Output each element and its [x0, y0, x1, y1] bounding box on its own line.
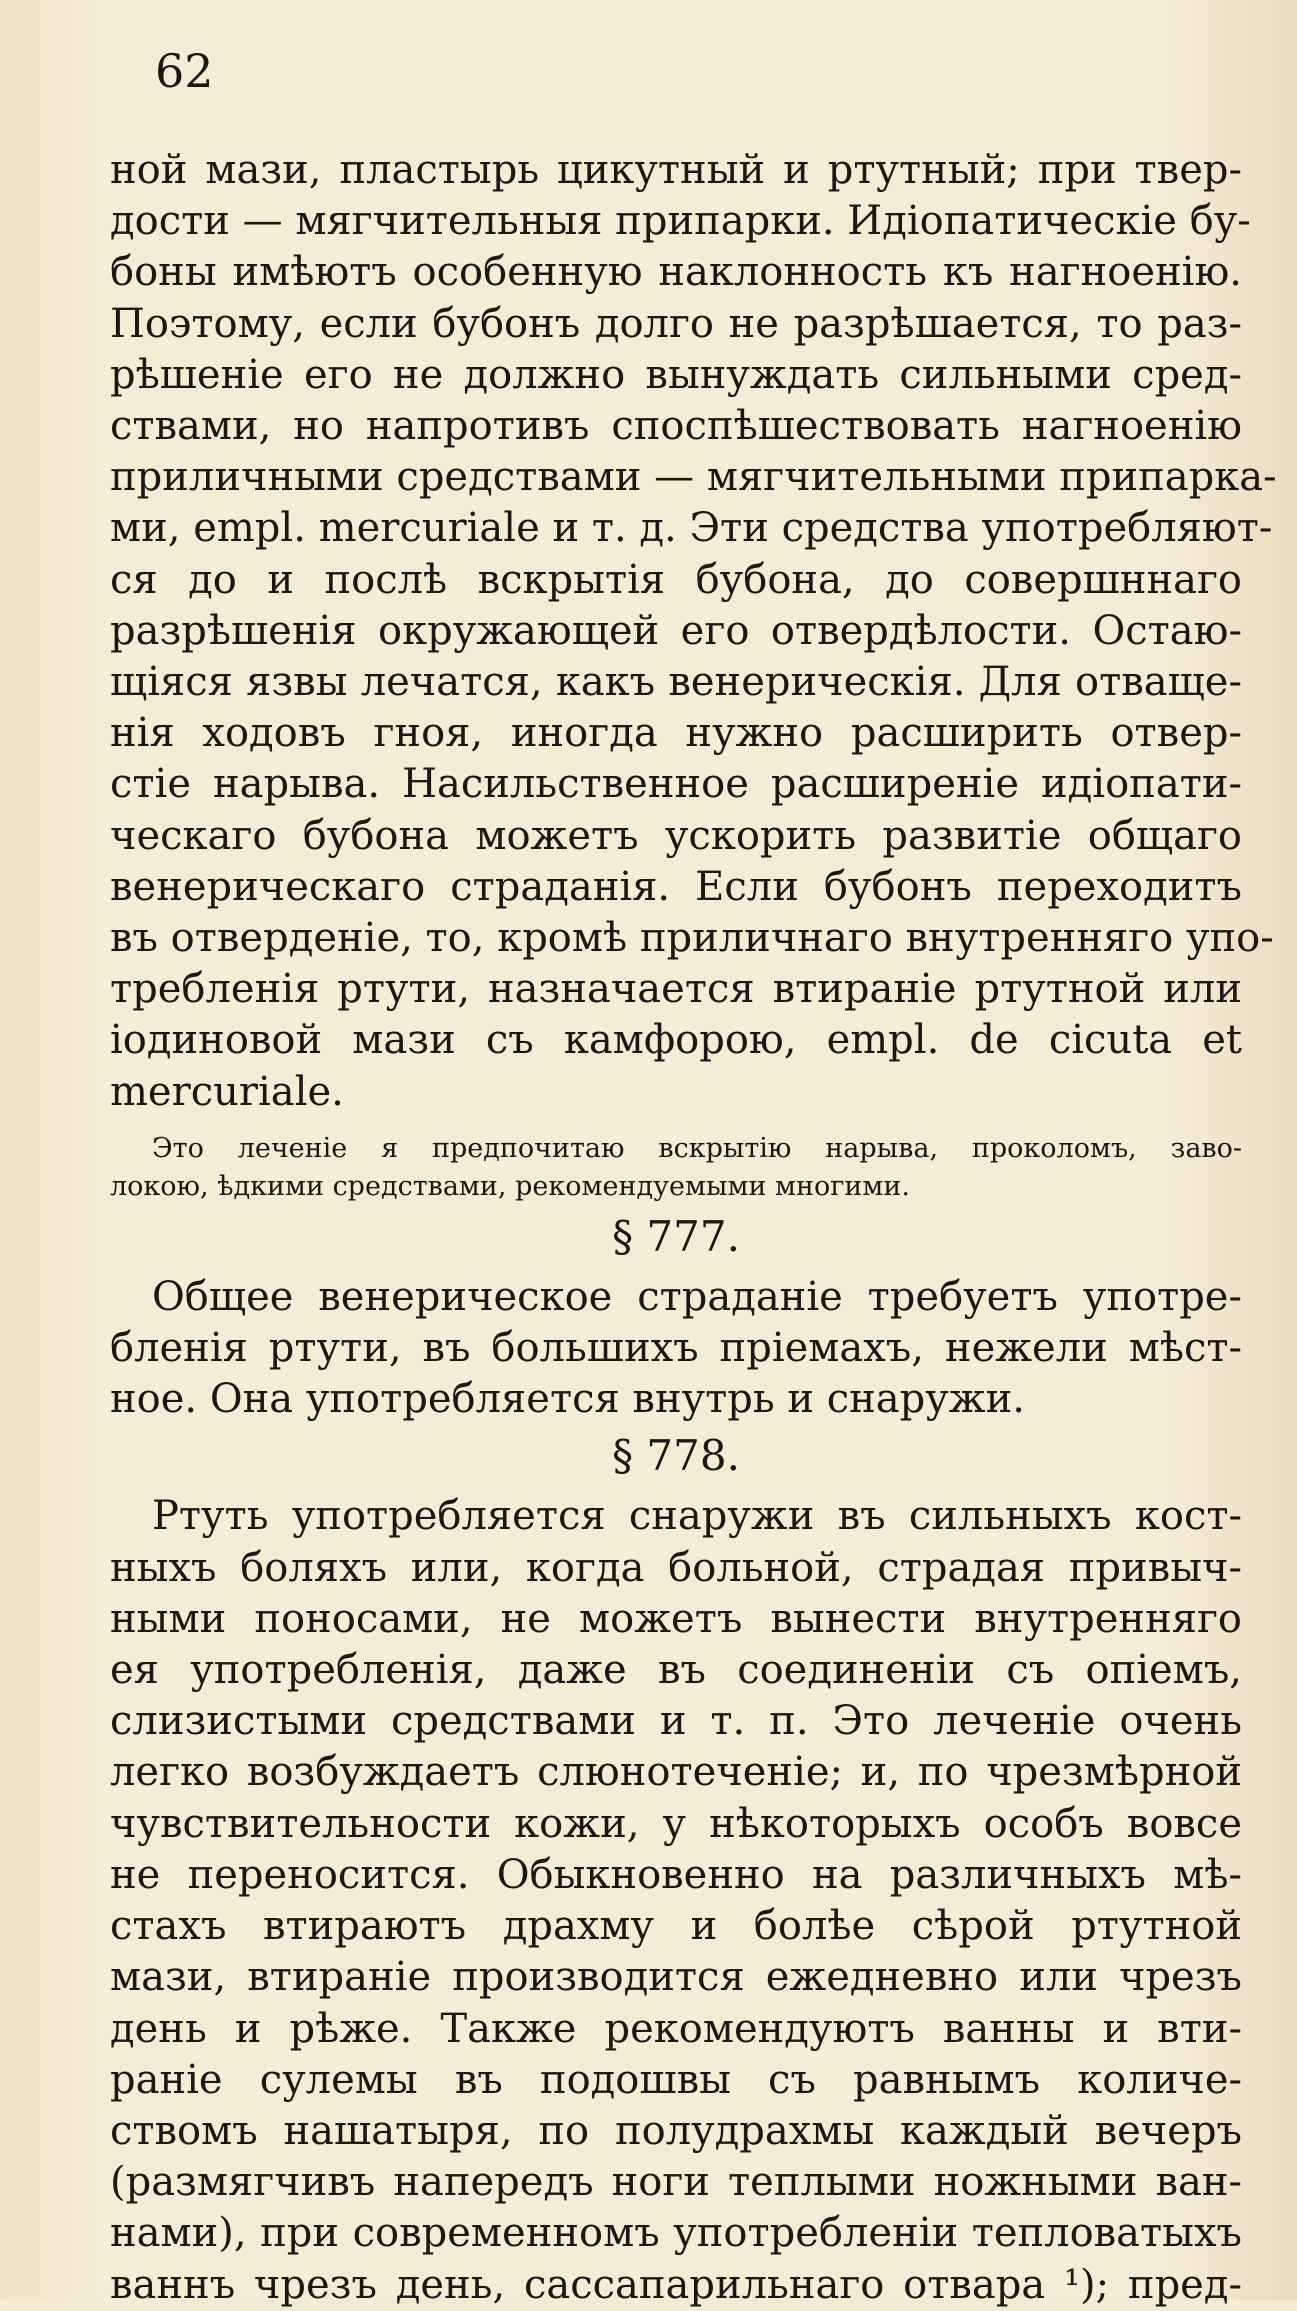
text-line: ное. Она употребляется внутрь и снаружи. [110, 1376, 1025, 1423]
text-line: раніе сулемы въ подошвы съ равнымъ количе- [110, 2056, 1242, 2103]
text-line: стахъ втираютъ драхму и болѣе сѣрой ртутной [110, 1903, 1242, 1950]
text-line: щіяся язвы лечатся, какъ венерическія. Для отваще- [110, 659, 1242, 706]
text-line: мази, втираніе производится ежедневно или чрезъ [110, 1954, 1242, 2001]
text-line: дости — мягчительныя припарки. Идіопатическіе бу- [110, 198, 1251, 245]
text-line: Поэтому, если бубонъ долго не разрѣшается, то раз- [110, 300, 1242, 347]
text-line: ныхъ боляхъ или, когда больной, страдая привыч- [110, 1544, 1242, 1591]
text-line: стіе нарыва. Насильственное расширеніе идіопати- [110, 761, 1242, 808]
text-line: ствомъ нашатыря, по полудрахмы каждый вечеръ [110, 2107, 1242, 2154]
page-number: 62 [155, 44, 214, 98]
paragraph-section-777 [110, 1272, 1242, 1426]
paragraph-section-778 [110, 1491, 1242, 2310]
text-line: слизистыми средствами и т. п. Это леченіе очень [110, 1698, 1242, 1745]
text-line: разрѣшенія окружающей его отвердѣлости. Остаю- [110, 607, 1242, 654]
text-line: бленія ртути, въ большихъ пріемахъ, нежели мѣст- [110, 1325, 1242, 1372]
paragraph-bubo-treatment [110, 145, 1277, 1118]
text-line: не переносится. Обыкновенно на различныхъ мѣ- [110, 1851, 1242, 1898]
author-note [110, 1130, 1242, 1206]
text-line: ся до и послѣ вскрытія бубона, до совершннаго [110, 556, 1242, 603]
text-line: ми, empl. mercuriale и т. д. Эти средства употребляют- [110, 505, 1273, 552]
text-line: ваннъ чрезъ день, сассапарильнаго отвара ¹); пред- [110, 2261, 1242, 2308]
text-line: ствами, но напротивъ споспѣшествовать нагноенію [110, 403, 1242, 450]
page-text [110, 145, 1277, 2311]
text-line: нія ходовъ гноя, иногда нужно расширить отвер- [110, 710, 1242, 757]
section-heading-777: § 777. [612, 1211, 740, 1261]
text-line: венерическаго страданія. Если бубонъ переходитъ [110, 863, 1242, 910]
text-line: въ отверденіе, то, кромѣ приличнаго внутренняго упо- [110, 915, 1274, 962]
text-line: рѣшеніе его не должно вынуждать сильными сред- [110, 351, 1242, 398]
text-line: (размягчивъ напередъ ноги теплыми ножными ван- [110, 2159, 1242, 2206]
text-line: ной мази, пластырь цикутный и ртутный; при твер- [110, 147, 1242, 193]
text-line: mercuriale. [110, 1068, 344, 1115]
text-line: требленія ртути, назначается втираніе ртутной или [110, 966, 1242, 1013]
text-line: легко возбуждаетъ слюнотеченіе; и, по чрезмѣрной [110, 1749, 1242, 1796]
text-line: ческаго бубона можетъ ускорить развитіе общаго [110, 812, 1242, 859]
text-line: Ртуть употребляется снаружи въ сильныхъ кост- [152, 1493, 1242, 1540]
text-line: приличными средствами — мягчительными припарка- [110, 454, 1277, 501]
text-line: іодиновой мази съ камфорою, empl. de cicuta et [110, 1017, 1242, 1064]
text-line: Общее венерическое страданіе требуетъ употре- [152, 1273, 1242, 1320]
note-line: Это леченіе я предпочитаю вскрытію нарыва, проколомъ, заво- [152, 1132, 1242, 1164]
text-line: ными поносами, не можетъ вынести внутренняго [110, 1595, 1242, 1642]
section-heading-778: § 778. [612, 1431, 740, 1481]
text-line: боны имѣютъ особенную наклонность къ нагноенію. [110, 249, 1242, 296]
text-line: ея употребленія, даже въ соединеніи съ опіемъ, [110, 1647, 1242, 1694]
note-line: локою, ѣдкими средствами, рекомендуемыми многими. [110, 1170, 910, 1202]
text-line: чувствительности кожи, у нѣкоторыхъ особъ вовсе [110, 1800, 1242, 1847]
text-line: день и рѣже. Также рекомендуютъ ванны и вти- [110, 2005, 1242, 2052]
text-line: нами), при современномъ употребленіи тепловатыхъ [110, 2210, 1242, 2257]
